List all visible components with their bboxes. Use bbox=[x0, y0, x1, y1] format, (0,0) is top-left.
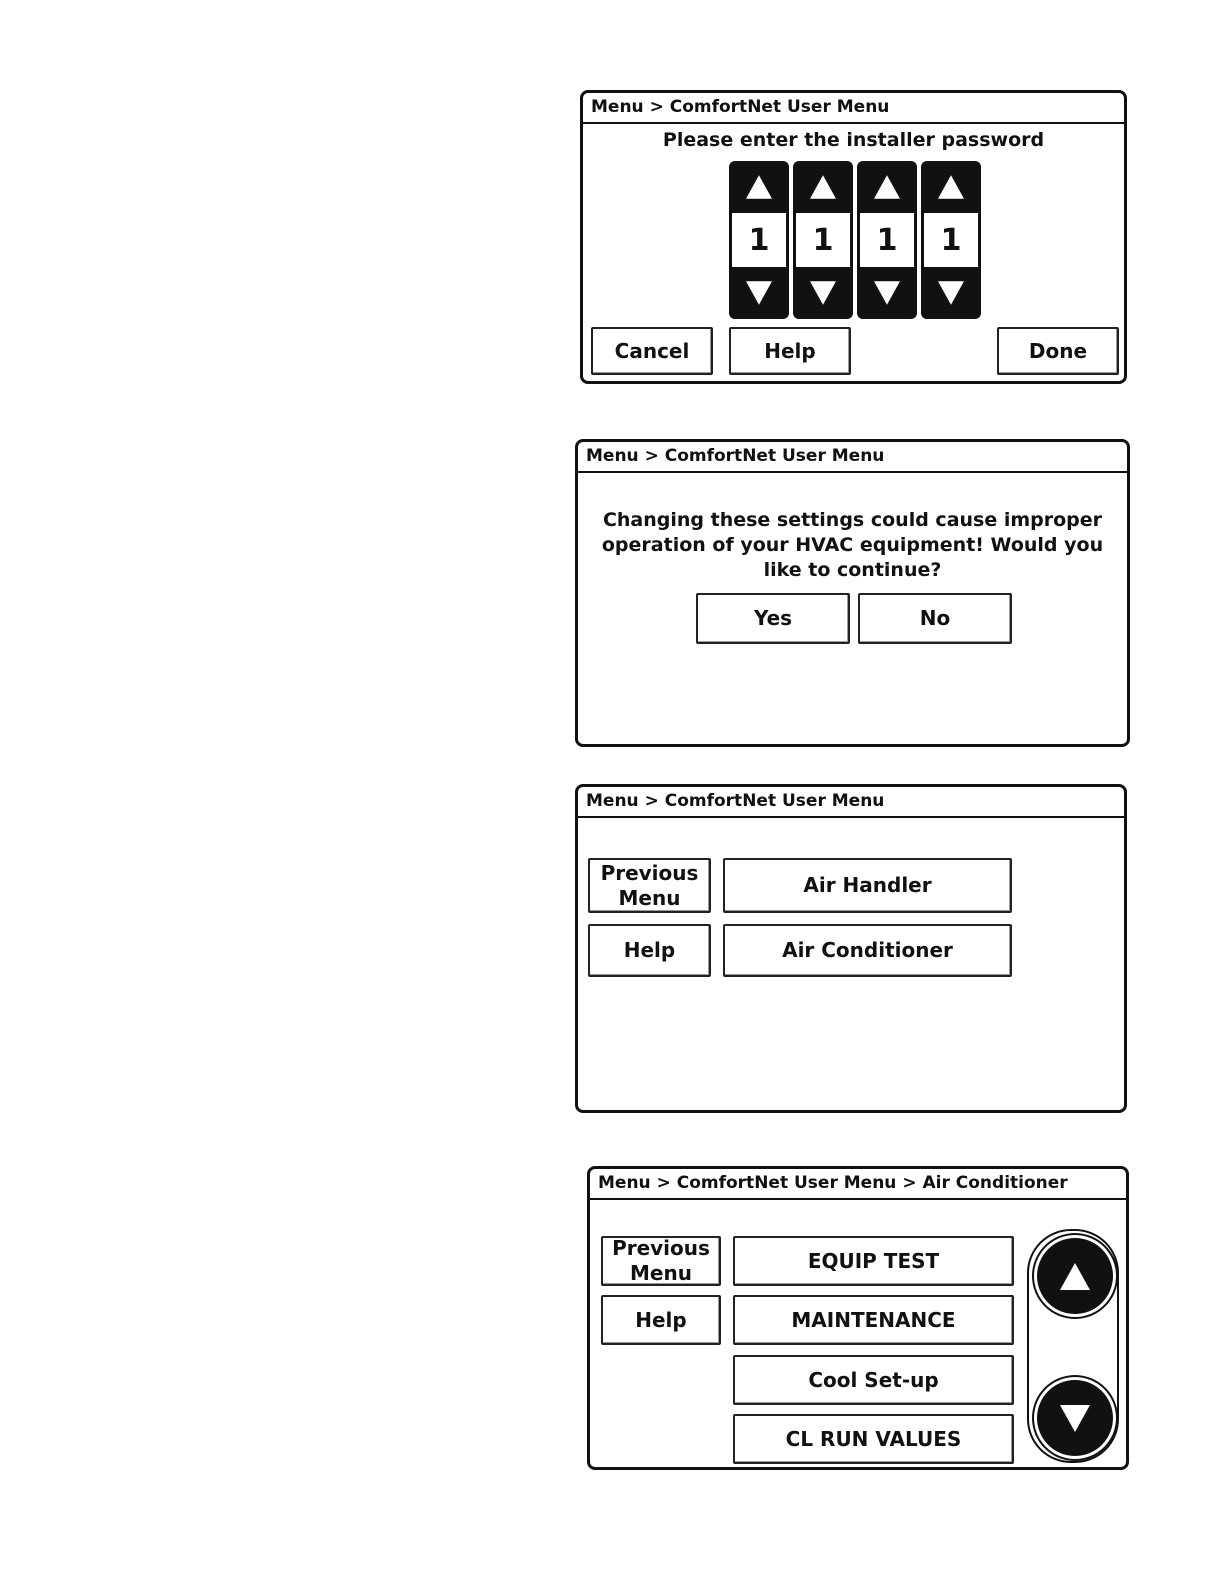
digit-3-up-button[interactable] bbox=[857, 161, 917, 213]
scroll-up-button[interactable] bbox=[1037, 1238, 1113, 1314]
done-button[interactable]: Done bbox=[997, 327, 1119, 375]
yes-button[interactable]: Yes bbox=[696, 593, 850, 644]
digit-4-value: 1 bbox=[921, 213, 981, 267]
triangle-up-icon bbox=[938, 175, 964, 199]
no-button[interactable]: No bbox=[858, 593, 1012, 644]
warning-message: Changing these settings could cause improper operation of your HVAC equipment! Would you like to continue? bbox=[601, 509, 1104, 581]
breadcrumb: Menu > ComfortNet User Menu bbox=[583, 93, 1124, 124]
digit-1-value: 1 bbox=[729, 213, 789, 267]
help-button[interactable]: Help bbox=[588, 924, 711, 977]
air-handler-button[interactable]: Air Handler bbox=[723, 858, 1012, 913]
password-digit-3 bbox=[857, 161, 917, 319]
password-digit-4 bbox=[921, 161, 981, 319]
password-prompt: Please enter the installer password bbox=[662, 129, 1045, 151]
maintenance-button[interactable]: MAINTENANCE bbox=[733, 1295, 1014, 1345]
breadcrumb: Menu > ComfortNet User Menu bbox=[578, 787, 1124, 818]
cool-setup-button[interactable]: Cool Set-up bbox=[733, 1355, 1014, 1405]
user-menu-screen bbox=[575, 784, 1127, 1113]
breadcrumb: Menu > ComfortNet User Menu > Air Conditioner bbox=[590, 1169, 1126, 1200]
digit-3-value: 1 bbox=[857, 213, 917, 267]
triangle-up-icon bbox=[810, 175, 836, 199]
warning-screen bbox=[575, 439, 1130, 747]
breadcrumb: Menu > ComfortNet User Menu bbox=[578, 442, 1127, 473]
help-button[interactable]: Help bbox=[729, 327, 851, 375]
air-conditioner-button[interactable]: Air Conditioner bbox=[723, 924, 1012, 977]
previous-menu-button[interactable]: Previous Menu bbox=[588, 858, 711, 913]
triangle-down-icon bbox=[746, 281, 772, 305]
digit-2-up-button[interactable] bbox=[793, 161, 853, 213]
digit-3-down-button[interactable] bbox=[857, 267, 917, 319]
scroll-down-button[interactable] bbox=[1037, 1380, 1113, 1456]
triangle-down-icon bbox=[874, 281, 900, 305]
digit-2-value: 1 bbox=[793, 213, 853, 267]
help-button[interactable]: Help bbox=[601, 1295, 721, 1345]
digit-1-down-button[interactable] bbox=[729, 267, 789, 319]
triangle-down-icon bbox=[810, 281, 836, 305]
password-digit-1 bbox=[729, 161, 789, 319]
triangle-up-icon bbox=[874, 175, 900, 199]
password-screen bbox=[580, 90, 1127, 384]
digit-4-down-button[interactable] bbox=[921, 267, 981, 319]
triangle-down-icon bbox=[1060, 1405, 1090, 1432]
digit-2-down-button[interactable] bbox=[793, 267, 853, 319]
triangle-down-icon bbox=[938, 281, 964, 305]
digit-1-up-button[interactable] bbox=[729, 161, 789, 213]
digit-4-up-button[interactable] bbox=[921, 161, 981, 213]
triangle-up-icon bbox=[1060, 1263, 1090, 1290]
previous-menu-button[interactable]: Previous Menu bbox=[601, 1236, 721, 1286]
password-digit-2 bbox=[793, 161, 853, 319]
cl-run-values-button[interactable]: CL RUN VALUES bbox=[733, 1414, 1014, 1464]
cancel-button[interactable]: Cancel bbox=[591, 327, 713, 375]
triangle-up-icon bbox=[746, 175, 772, 199]
equip-test-button[interactable]: EQUIP TEST bbox=[733, 1236, 1014, 1286]
air-conditioner-screen bbox=[587, 1166, 1129, 1470]
